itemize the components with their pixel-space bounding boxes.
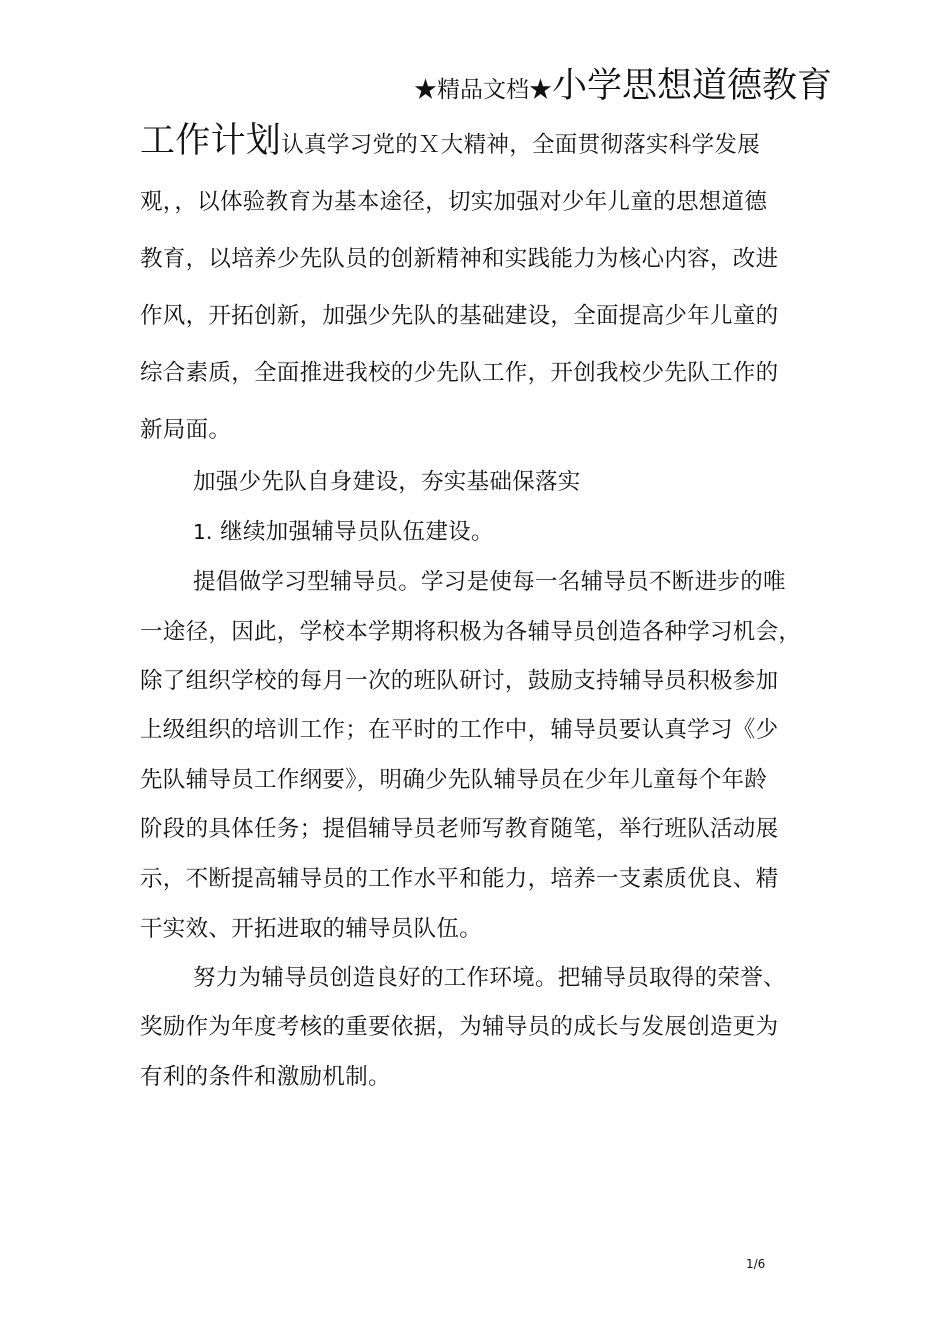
para2-line-4: 上级组织的培训工作；在平时的工作中，辅导员要认真学习《少	[140, 717, 779, 743]
title-part1: 小学思想道德教育	[551, 66, 832, 106]
body-line-4: 综合素质，全面推进我校的少先队工作，开创我校少先队工作的	[140, 360, 779, 386]
title-part2: 工作计划	[140, 121, 282, 161]
body-line-2: 教育，以培养少先队员的创新精神和实践能力为核心内容，改进	[140, 246, 779, 272]
page-number: 1/6	[746, 1257, 766, 1271]
body-line-3: 作风，开拓创新，加强少先队的基础建设，全面提高少年儿童的	[140, 303, 779, 329]
list-item-number: 1.	[193, 520, 213, 544]
para2-line-6: 阶段的具体任务；提倡辅导员老师写教育随笔，举行班队活动展	[140, 816, 779, 842]
quality-badge: ★精品文档★	[413, 77, 552, 103]
section-heading: 加强少先队自身建设，夯实基础保落实	[193, 469, 581, 495]
list-item-1	[193, 521, 893, 544]
para2-line-2: 一途径，因此，学校本学期将积极为各辅导员创造各种学习机会，	[140, 619, 802, 645]
title-second-line	[140, 121, 840, 161]
body-line-5: 新局面。	[140, 417, 232, 443]
para2-line-3: 除了组织学校的每月一次的班队研讨，鼓励支持辅导员积极参加	[140, 668, 779, 694]
para3-line-3: 有利的条件和激励机制。	[140, 1064, 391, 1090]
para3-line-1: 努力为辅导员创造良好的工作环境。把辅导员取得的荣誉、	[193, 965, 786, 991]
body-line-1: 观，，以体验教育为基本途径，切实加强对少年儿童的思想道德	[140, 189, 768, 215]
para2-line-7: 示，不断提高辅导员的工作水平和能力，培养一支素质优良、精	[140, 866, 779, 892]
body-first-line: 认真学习党的Ｘ大精神，全面贯彻落实科学发展	[281, 132, 761, 158]
para2-line-5: 先队辅导员工作纲要》，明确少先队辅导员在少年儿童每个年龄	[140, 767, 768, 793]
list-item-text: 继续加强辅导员队伍建设。	[220, 519, 494, 545]
title-first-line	[140, 58, 832, 108]
para3-line-2: 奖励作为年度考核的重要依据，为辅导员的成长与发展创造更为	[140, 1014, 779, 1040]
para2-line-8: 干实效、开拓进取的辅导员队伍。	[140, 916, 483, 942]
para2-line-1: 提倡做学习型辅导员。学习是使每一名辅导员不断进步的唯	[193, 569, 786, 595]
